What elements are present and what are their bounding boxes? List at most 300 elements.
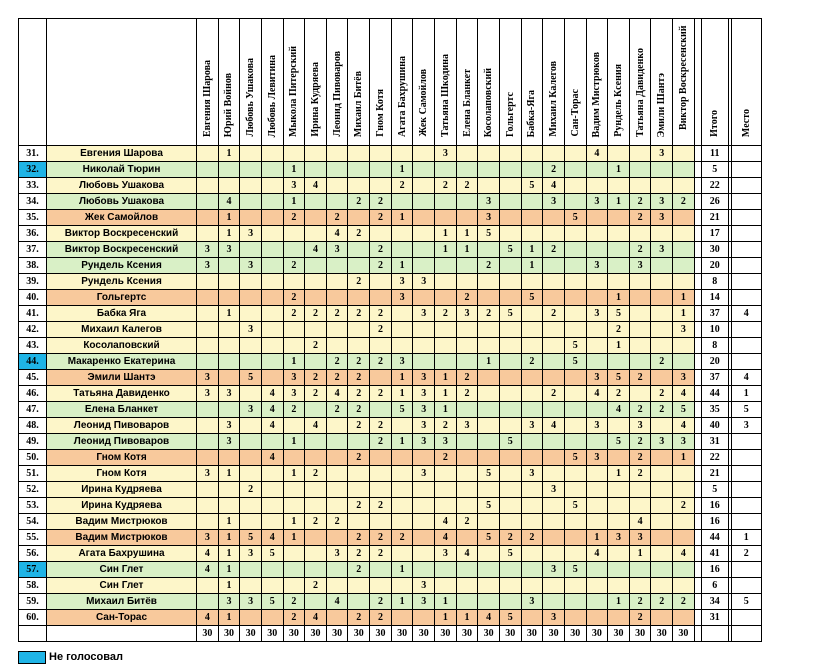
score-cell: 1	[218, 578, 240, 594]
score-cell: 3	[651, 194, 673, 210]
score-cell: 5	[499, 610, 521, 626]
score-cell	[391, 546, 413, 562]
score-cell	[651, 466, 673, 482]
score-cell	[197, 322, 219, 338]
score-cell	[586, 242, 608, 258]
column-total: 30	[499, 626, 521, 642]
table-row	[19, 402, 762, 418]
score-cell	[543, 370, 565, 386]
score-cell: 5	[499, 242, 521, 258]
score-cell: 2	[348, 530, 370, 546]
score-cell	[521, 498, 543, 514]
score-cell: 1	[283, 514, 305, 530]
score-cell: 5	[564, 562, 586, 578]
row-total: 37	[701, 370, 728, 386]
score-cell: 3	[435, 546, 457, 562]
column-total: 30	[521, 626, 543, 642]
table-row	[19, 450, 762, 466]
score-cell: 1	[586, 530, 608, 546]
score-cell	[586, 578, 608, 594]
score-cell	[586, 482, 608, 498]
score-cell	[197, 450, 219, 466]
score-cell	[391, 482, 413, 498]
score-cell	[261, 306, 283, 322]
score-cell	[586, 338, 608, 354]
spacer	[694, 498, 701, 514]
score-cell	[499, 578, 521, 594]
not-voted-swatch	[18, 651, 46, 664]
score-cell	[305, 162, 327, 178]
juror-column-header	[478, 19, 500, 146]
score-cell	[608, 354, 630, 370]
score-cell	[240, 210, 262, 226]
score-cell: 1	[456, 226, 478, 242]
column-total: 30	[413, 626, 435, 642]
score-cell	[370, 338, 392, 354]
score-cell: 2	[305, 514, 327, 530]
score-cell	[283, 450, 305, 466]
score-cell: 1	[391, 162, 413, 178]
score-cell: 3	[413, 370, 435, 386]
score-cell: 5	[564, 338, 586, 354]
juror-column-header	[240, 19, 262, 146]
score-cell: 2	[629, 610, 651, 626]
score-cell	[673, 338, 695, 354]
score-cell	[348, 322, 370, 338]
score-cell	[629, 482, 651, 498]
score-cell: 1	[218, 226, 240, 242]
score-cell: 4	[197, 610, 219, 626]
table-row	[19, 258, 762, 274]
score-cell	[391, 306, 413, 322]
score-cell	[326, 482, 348, 498]
score-cell	[521, 578, 543, 594]
score-cell	[586, 354, 608, 370]
score-cell	[218, 370, 240, 386]
score-cell	[413, 258, 435, 274]
score-cell	[564, 594, 586, 610]
score-cell: 3	[651, 146, 673, 162]
row-number: 41.	[19, 306, 47, 322]
row-number: 52.	[19, 482, 47, 498]
score-cell: 4	[456, 546, 478, 562]
score-cell: 1	[283, 162, 305, 178]
score-cell: 2	[456, 290, 478, 306]
table-row	[19, 322, 762, 338]
place-header	[731, 19, 761, 146]
score-cell: 3	[673, 370, 695, 386]
row-name: Рундель Ксения	[47, 274, 197, 290]
score-cell: 2	[370, 242, 392, 258]
score-cell: 1	[218, 562, 240, 578]
score-cell	[326, 418, 348, 434]
score-cell: 2	[240, 482, 262, 498]
score-cell	[499, 450, 521, 466]
score-cell	[586, 226, 608, 242]
score-cell	[499, 290, 521, 306]
score-cell	[370, 578, 392, 594]
row-total: 31	[701, 610, 728, 626]
score-cell	[413, 482, 435, 498]
score-cell	[413, 562, 435, 578]
score-cell	[673, 178, 695, 194]
score-cell: 3	[326, 546, 348, 562]
row-number: 37.	[19, 242, 47, 258]
score-cell: 1	[608, 162, 630, 178]
score-cell	[564, 306, 586, 322]
score-cell	[326, 530, 348, 546]
spacer	[701, 626, 728, 642]
score-cell	[478, 146, 500, 162]
score-cell	[608, 210, 630, 226]
score-cell: 2	[305, 578, 327, 594]
score-cell	[370, 178, 392, 194]
score-cell	[413, 338, 435, 354]
score-cell: 2	[435, 450, 457, 466]
score-cell	[197, 290, 219, 306]
score-cell	[543, 290, 565, 306]
score-cell	[197, 210, 219, 226]
juror-name: Гольгертс	[504, 92, 516, 137]
score-cell	[370, 514, 392, 530]
score-cell: 3	[218, 418, 240, 434]
score-cell	[521, 562, 543, 578]
score-cell: 1	[456, 242, 478, 258]
juror-column-header	[391, 19, 413, 146]
score-cell	[499, 466, 521, 482]
score-cell: 2	[456, 370, 478, 386]
score-cell	[218, 258, 240, 274]
score-cell: 4	[608, 402, 630, 418]
score-cell: 3	[543, 194, 565, 210]
score-cell	[499, 354, 521, 370]
row-name: Гольгертс	[47, 290, 197, 306]
score-cell	[261, 482, 283, 498]
juror-column-header	[413, 19, 435, 146]
score-cell	[478, 514, 500, 530]
score-cell	[478, 402, 500, 418]
spacer	[694, 322, 701, 338]
score-cell	[413, 194, 435, 210]
score-cell: 2	[348, 610, 370, 626]
score-cell	[326, 338, 348, 354]
score-cell: 2	[435, 178, 457, 194]
score-cell: 3	[435, 146, 457, 162]
score-cell	[629, 354, 651, 370]
score-cell	[586, 274, 608, 290]
score-cell: 2	[348, 226, 370, 242]
score-cell	[413, 242, 435, 258]
score-cell	[608, 146, 630, 162]
score-cell	[456, 594, 478, 610]
spacer	[694, 530, 701, 546]
score-cell	[586, 514, 608, 530]
place-label: Место	[740, 108, 752, 137]
score-cell: 2	[651, 402, 673, 418]
score-cell	[261, 210, 283, 226]
table-row	[19, 562, 762, 578]
score-cell: 3	[413, 594, 435, 610]
score-cell	[283, 546, 305, 562]
row-total: 44	[701, 530, 728, 546]
score-cell	[240, 178, 262, 194]
score-cell	[240, 146, 262, 162]
score-cell: 4	[478, 610, 500, 626]
score-cell	[651, 162, 673, 178]
row-name: Вадим Мистрюков	[47, 514, 197, 530]
score-cell	[586, 466, 608, 482]
row-total: 16	[701, 498, 728, 514]
juror-column-header	[218, 19, 240, 146]
score-cell	[586, 178, 608, 194]
score-cell: 3	[478, 194, 500, 210]
score-cell	[197, 226, 219, 242]
score-cell	[608, 482, 630, 498]
score-cell: 3	[218, 386, 240, 402]
spacer	[694, 562, 701, 578]
score-cell	[305, 226, 327, 242]
score-cell	[499, 258, 521, 274]
score-cell	[413, 322, 435, 338]
score-cell	[608, 226, 630, 242]
spacer	[694, 258, 701, 274]
spacer	[694, 146, 701, 162]
score-cell: 2	[283, 402, 305, 418]
score-cell: 2	[370, 354, 392, 370]
score-cell: 1	[435, 386, 457, 402]
score-cell	[586, 210, 608, 226]
score-cell	[608, 578, 630, 594]
row-name: Любовь Ушакова	[47, 178, 197, 194]
score-cell	[673, 562, 695, 578]
score-cell	[521, 370, 543, 386]
score-cell: 1	[673, 306, 695, 322]
row-place	[731, 354, 761, 370]
score-cell	[305, 354, 327, 370]
score-cell: 4	[586, 546, 608, 562]
score-cell: 1	[391, 210, 413, 226]
table-row	[19, 274, 762, 290]
row-number: 53.	[19, 498, 47, 514]
score-cell: 3	[586, 418, 608, 434]
score-cell	[564, 226, 586, 242]
score-cell: 3	[218, 434, 240, 450]
score-cell	[391, 338, 413, 354]
score-cell	[240, 290, 262, 306]
score-cell: 2	[543, 242, 565, 258]
score-cell	[564, 178, 586, 194]
score-cell	[651, 290, 673, 306]
score-cell	[240, 578, 262, 594]
score-cell	[197, 306, 219, 322]
score-cell	[673, 226, 695, 242]
score-cell: 3	[240, 546, 262, 562]
score-cell	[564, 530, 586, 546]
score-cell	[673, 514, 695, 530]
row-number: 58.	[19, 578, 47, 594]
score-cell: 2	[478, 258, 500, 274]
score-cell: 2	[326, 370, 348, 386]
row-place	[731, 242, 761, 258]
juror-name: Гном Котя	[374, 89, 386, 137]
score-cell	[240, 338, 262, 354]
score-cell	[261, 258, 283, 274]
score-cell	[305, 210, 327, 226]
score-cell	[413, 354, 435, 370]
juror-column-header	[673, 19, 695, 146]
table-row	[19, 146, 762, 162]
score-cell: 3	[586, 306, 608, 322]
score-cell: 3	[629, 258, 651, 274]
score-cell: 5	[564, 210, 586, 226]
score-cell	[261, 274, 283, 290]
spacer	[694, 434, 701, 450]
row-place	[731, 434, 761, 450]
score-cell	[499, 322, 521, 338]
score-cell: 3	[197, 258, 219, 274]
score-cell	[608, 498, 630, 514]
score-cell	[261, 578, 283, 594]
score-cell: 2	[326, 514, 348, 530]
score-cell	[348, 482, 370, 498]
score-cell	[391, 578, 413, 594]
score-cell	[629, 562, 651, 578]
score-cell	[305, 498, 327, 514]
score-cell: 2	[370, 434, 392, 450]
score-cell	[673, 274, 695, 290]
score-cell: 4	[261, 530, 283, 546]
score-cell	[564, 162, 586, 178]
spacer	[694, 370, 701, 386]
row-number: 51.	[19, 466, 47, 482]
row-total: 5	[701, 162, 728, 178]
table-row	[19, 386, 762, 402]
row-number: 44.	[19, 354, 47, 370]
score-cell	[283, 578, 305, 594]
score-cell	[543, 210, 565, 226]
score-cell	[240, 306, 262, 322]
score-cell	[521, 450, 543, 466]
score-cell	[435, 498, 457, 514]
score-cell: 2	[283, 610, 305, 626]
score-cell	[499, 274, 521, 290]
row-number: 35.	[19, 210, 47, 226]
score-cell	[629, 578, 651, 594]
score-cell: 1	[673, 290, 695, 306]
score-cell	[499, 210, 521, 226]
row-total: 16	[701, 562, 728, 578]
score-cell	[564, 578, 586, 594]
score-cell: 3	[521, 418, 543, 434]
juror-name: Татьяна Шкодина	[439, 54, 451, 137]
column-total: 30	[283, 626, 305, 642]
column-totals-row	[19, 626, 762, 642]
score-cell: 2	[348, 546, 370, 562]
row-place	[731, 466, 761, 482]
row-place: 5	[731, 402, 761, 418]
score-cell: 3	[413, 434, 435, 450]
score-cell	[391, 418, 413, 434]
score-cell	[499, 226, 521, 242]
score-cell	[564, 434, 586, 450]
column-total: 30	[564, 626, 586, 642]
row-name: Эмили Шантэ	[47, 370, 197, 386]
column-total: 30	[261, 626, 283, 642]
column-total: 30	[478, 626, 500, 642]
row-place	[731, 562, 761, 578]
score-cell: 2	[348, 306, 370, 322]
juror-name: Юрий Войнов	[223, 72, 235, 137]
score-cell	[564, 290, 586, 306]
score-cell	[543, 514, 565, 530]
score-cell: 1	[435, 242, 457, 258]
score-cell: 2	[543, 306, 565, 322]
score-cell	[326, 498, 348, 514]
row-name: Ирина Кудряева	[47, 482, 197, 498]
score-cell: 4	[326, 226, 348, 242]
row-place: 1	[731, 530, 761, 546]
score-cell	[629, 146, 651, 162]
row-place	[731, 514, 761, 530]
row-name: Вадим Мистрюков	[47, 530, 197, 546]
table-row	[19, 434, 762, 450]
score-cell	[305, 434, 327, 450]
juror-name: Михаил Калегов	[548, 61, 560, 137]
score-cell	[197, 146, 219, 162]
score-cell	[261, 338, 283, 354]
score-cell: 3	[413, 386, 435, 402]
score-cell: 5	[521, 290, 543, 306]
score-cell: 2	[435, 418, 457, 434]
score-cell	[543, 466, 565, 482]
score-cell: 2	[651, 386, 673, 402]
spacer	[694, 450, 701, 466]
score-cell: 2	[608, 386, 630, 402]
score-cell	[456, 258, 478, 274]
score-cell	[391, 146, 413, 162]
score-cell	[391, 610, 413, 626]
score-cell: 5	[240, 370, 262, 386]
score-cell: 3	[608, 530, 630, 546]
score-cell: 2	[348, 274, 370, 290]
row-place: 3	[731, 418, 761, 434]
score-cell: 1	[391, 594, 413, 610]
score-cell	[586, 322, 608, 338]
score-cell	[326, 562, 348, 578]
score-cell: 4	[543, 178, 565, 194]
score-cell: 1	[218, 466, 240, 482]
score-cell: 5	[673, 402, 695, 418]
table-row	[19, 482, 762, 498]
score-cell: 2	[370, 194, 392, 210]
score-cell	[478, 338, 500, 354]
score-cell	[197, 354, 219, 370]
score-cell	[218, 290, 240, 306]
score-cell	[651, 562, 673, 578]
score-cell	[348, 210, 370, 226]
score-cell: 2	[629, 210, 651, 226]
score-cell	[435, 354, 457, 370]
row-number: 50.	[19, 450, 47, 466]
row-name: Михаил Калегов	[47, 322, 197, 338]
score-cell: 2	[370, 322, 392, 338]
score-cell	[629, 322, 651, 338]
score-cell	[240, 434, 262, 450]
row-name: Жек Самойлов	[47, 210, 197, 226]
score-cell	[413, 514, 435, 530]
score-cell	[305, 450, 327, 466]
row-number: 57.	[19, 562, 47, 578]
